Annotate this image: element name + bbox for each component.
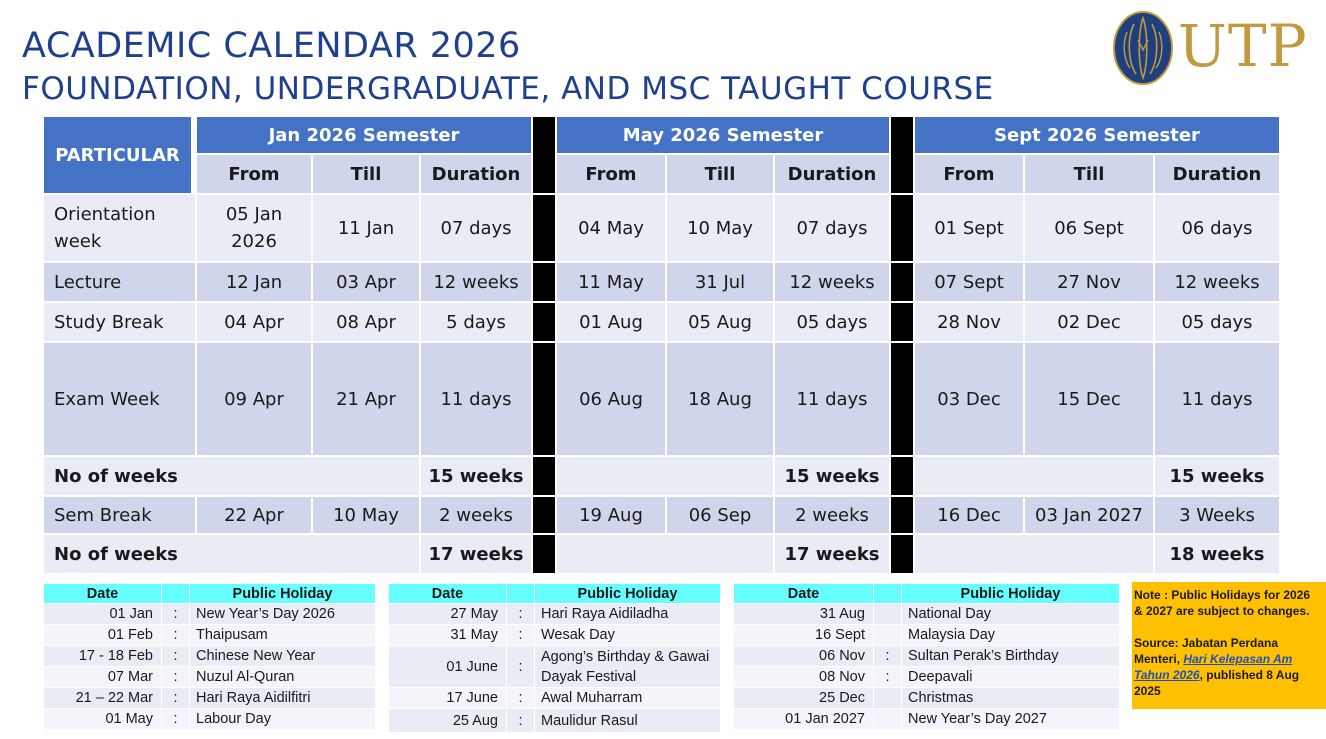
semester-divider — [533, 117, 557, 195]
table-cell: 11 Jan — [313, 195, 421, 263]
holiday-header-name: Public Holiday — [902, 584, 1120, 604]
semester-divider — [891, 263, 915, 303]
semester-divider — [891, 457, 915, 497]
row-label: Sem Break — [44, 497, 197, 535]
holiday-date: 06 Nov — [734, 646, 874, 667]
list-item — [44, 646, 376, 667]
page-title: ACADEMIC CALENDAR 2026 — [22, 26, 521, 66]
semester-divider — [891, 497, 915, 535]
holiday-date: 01 June — [389, 646, 507, 688]
row-label: Exam Week — [44, 343, 197, 457]
table-cell: 12 weeks — [421, 263, 533, 303]
holiday-date: 01 Jan 2027 — [734, 709, 874, 730]
list-item — [389, 625, 721, 646]
source-link[interactable]: Hari Kelepasan Am Tahun 2026 — [1134, 652, 1293, 682]
list-item — [44, 667, 376, 688]
row-label: No of weeks — [44, 535, 421, 575]
holiday-name: Deepavali — [902, 667, 1120, 688]
semester-divider — [533, 195, 557, 263]
table-cell: 21 Apr — [313, 343, 421, 457]
table-cell: 18 weeks — [1155, 535, 1281, 575]
row-label: Orientation week — [44, 195, 197, 263]
col-header-duration: Duration — [421, 155, 533, 195]
list-item — [44, 688, 376, 709]
holiday-table-3 — [734, 584, 1120, 730]
holiday-name: Nuzul Al-Quran — [190, 667, 376, 688]
note-source — [1134, 635, 1322, 699]
row-label: No of weeks — [44, 457, 421, 497]
col-header-from: From — [197, 155, 313, 195]
holiday-separator — [874, 709, 902, 730]
table-cell: 06 Aug — [557, 343, 667, 457]
holiday-name: New Year’s Day 2026 — [190, 604, 376, 625]
semester-divider — [891, 117, 915, 195]
holiday-table-2 — [389, 584, 721, 733]
table-cell: 12 Jan — [197, 263, 313, 303]
note-source-prefix: Source: Jabatan Perdana Menteri, — [1134, 636, 1279, 666]
table-cell: 03 Jan 2027 — [1025, 497, 1155, 535]
list-item — [734, 709, 1120, 730]
holiday-name: Awal Muharram — [535, 688, 721, 709]
holiday-date: 16 Sept — [734, 625, 874, 646]
holiday-date: 31 May — [389, 625, 507, 646]
holiday-date: 27 May — [389, 604, 507, 625]
semester-divider — [891, 195, 915, 263]
semester-divider — [891, 303, 915, 343]
col-header-till: Till — [313, 155, 421, 195]
table-cell: 2 weeks — [421, 497, 533, 535]
table-cell: 15 weeks — [1155, 457, 1281, 497]
col-header-till: Till — [1025, 155, 1155, 195]
utp-crest-icon — [1112, 10, 1174, 86]
semester-header-jan: Jan 2026 Semester — [197, 117, 533, 155]
semester-divider — [533, 535, 557, 575]
table-cell: 07 days — [775, 195, 891, 263]
semester-header-may: May 2026 Semester — [557, 117, 891, 155]
holiday-name: Agong’s Birthday & Gawai Dayak Festival — [535, 646, 721, 688]
holiday-date: 07 Mar — [44, 667, 162, 688]
table-cell: 10 May — [313, 497, 421, 535]
semester-divider — [533, 343, 557, 457]
table-cell: 15 weeks — [421, 457, 533, 497]
holiday-header-separator — [507, 584, 535, 604]
holiday-name: Wesak Day — [535, 625, 721, 646]
table-row — [44, 343, 1281, 457]
table-row — [44, 303, 1281, 343]
table-cell: 10 May — [667, 195, 775, 263]
table-cell: 05 days — [1155, 303, 1281, 343]
list-item — [734, 688, 1120, 709]
holiday-date: 21 – 22 Mar — [44, 688, 162, 709]
table-cell: 03 Dec — [915, 343, 1025, 457]
semester-divider — [533, 263, 557, 303]
table-cell: 07 days — [421, 195, 533, 263]
holiday-separator: : — [507, 688, 535, 709]
holiday-date: 01 May — [44, 709, 162, 730]
table-cell: 22 Apr — [197, 497, 313, 535]
holiday-separator: : — [162, 604, 190, 625]
semester-divider — [533, 457, 557, 497]
table-cell: 05 days — [775, 303, 891, 343]
table-cell — [557, 535, 775, 575]
semester-header-sept: Sept 2026 Semester — [915, 117, 1281, 155]
holiday-header-name: Public Holiday — [535, 584, 721, 604]
holiday-date: 31 Aug — [734, 604, 874, 625]
list-item — [389, 646, 721, 688]
table-cell — [557, 457, 775, 497]
table-cell: 3 Weeks — [1155, 497, 1281, 535]
semester-divider — [533, 303, 557, 343]
table-cell: 12 weeks — [775, 263, 891, 303]
holiday-separator — [874, 625, 902, 646]
table-cell: 09 Apr — [197, 343, 313, 457]
table-cell: 05 Jan 2026 — [197, 195, 313, 263]
note-source-suffix: , published 8 Aug 2025 — [1134, 668, 1300, 698]
table-cell: 31 Jul — [667, 263, 775, 303]
table-cell: 2 weeks — [775, 497, 891, 535]
table-cell: 16 Dec — [915, 497, 1025, 535]
table-cell: 04 May — [557, 195, 667, 263]
table-cell: 01 Sept — [915, 195, 1025, 263]
holiday-separator: : — [162, 667, 190, 688]
table-row — [44, 263, 1281, 303]
table-cell — [915, 457, 1155, 497]
table-cell: 11 days — [775, 343, 891, 457]
holiday-name: Chinese New Year — [190, 646, 376, 667]
table-cell: 06 days — [1155, 195, 1281, 263]
list-item — [389, 604, 721, 625]
col-header-till: Till — [667, 155, 775, 195]
table-cell: 17 weeks — [421, 535, 533, 575]
list-item — [734, 646, 1120, 667]
list-item — [389, 688, 721, 709]
holiday-separator: : — [507, 604, 535, 625]
academic-calendar-table — [44, 117, 1281, 575]
holiday-header-name: Public Holiday — [190, 584, 376, 604]
semester-divider — [533, 497, 557, 535]
holiday-date: 08 Nov — [734, 667, 874, 688]
holiday-name: Malaysia Day — [902, 625, 1120, 646]
holiday-separator: : — [507, 625, 535, 646]
holiday-name: Thaipusam — [190, 625, 376, 646]
holiday-name: Labour Day — [190, 709, 376, 730]
col-header-duration: Duration — [775, 155, 891, 195]
table-cell: 05 Aug — [667, 303, 775, 343]
table-cell: 5 days — [421, 303, 533, 343]
table-cell: 02 Dec — [1025, 303, 1155, 343]
holiday-name: Sultan Perak’s Birthday — [902, 646, 1120, 667]
holiday-header-separator — [874, 584, 902, 604]
holiday-name: Christmas — [902, 688, 1120, 709]
holiday-date: 25 Aug — [389, 709, 507, 733]
holiday-separator: : — [507, 709, 535, 733]
table-cell: 15 weeks — [775, 457, 891, 497]
holiday-name: Maulidur Rasul — [535, 709, 721, 733]
holiday-date: 17 - 18 Feb — [44, 646, 162, 667]
holiday-date: 25 Dec — [734, 688, 874, 709]
holiday-separator: : — [162, 688, 190, 709]
table-cell: 11 May — [557, 263, 667, 303]
col-header-from: From — [915, 155, 1025, 195]
list-item — [734, 625, 1120, 646]
semester-divider — [891, 343, 915, 457]
holiday-date: 01 Feb — [44, 625, 162, 646]
table-row — [44, 457, 1281, 497]
table-row — [44, 497, 1281, 535]
table-cell: 12 weeks — [1155, 263, 1281, 303]
table-cell: 19 Aug — [557, 497, 667, 535]
holiday-header-date: Date — [734, 584, 874, 604]
holiday-date: 01 Jan — [44, 604, 162, 625]
holiday-date: 17 June — [389, 688, 507, 709]
list-item — [734, 604, 1120, 625]
semester-divider — [891, 535, 915, 575]
table-cell: 27 Nov — [1025, 263, 1155, 303]
table-cell: 17 weeks — [775, 535, 891, 575]
table-row — [44, 535, 1281, 575]
table-cell: 11 days — [1155, 343, 1281, 457]
table-cell: 06 Sept — [1025, 195, 1155, 263]
holiday-name: Hari Raya Aidilfitri — [190, 688, 376, 709]
list-item — [734, 667, 1120, 688]
table-cell: 04 Apr — [197, 303, 313, 343]
row-label: Lecture — [44, 263, 197, 303]
holiday-separator — [874, 604, 902, 625]
table-cell — [915, 535, 1155, 575]
holiday-header-date: Date — [44, 584, 162, 604]
holiday-header-date: Date — [389, 584, 507, 604]
holiday-table-1 — [44, 584, 376, 730]
holiday-name: National Day — [902, 604, 1120, 625]
holiday-note — [1132, 582, 1326, 709]
utp-logo-text: UTP — [1178, 12, 1308, 80]
holiday-separator: : — [874, 667, 902, 688]
table-cell: 01 Aug — [557, 303, 667, 343]
holiday-separator: : — [507, 646, 535, 688]
table-cell: 28 Nov — [915, 303, 1025, 343]
col-header-from: From — [557, 155, 667, 195]
page-subtitle: FOUNDATION, UNDERGRADUATE, AND MSC TAUGHT COURSE — [22, 71, 994, 107]
holiday-separator — [874, 688, 902, 709]
note-text: Note : Public Holidays for 2026 & 2027 are subject to changes. — [1134, 588, 1311, 618]
list-item — [44, 625, 376, 646]
table-row — [44, 195, 1281, 263]
holiday-separator: : — [162, 646, 190, 667]
list-item — [389, 709, 721, 733]
holiday-header-separator — [162, 584, 190, 604]
row-label: Study Break — [44, 303, 197, 343]
holiday-name: Hari Raya Aidiladha — [535, 604, 721, 625]
holiday-separator: : — [162, 625, 190, 646]
holiday-separator: : — [874, 646, 902, 667]
table-cell: 11 days — [421, 343, 533, 457]
table-cell: 18 Aug — [667, 343, 775, 457]
table-cell: 07 Sept — [915, 263, 1025, 303]
holiday-name: New Year’s Day 2027 — [902, 709, 1120, 730]
particular-header: PARTICULAR — [44, 117, 197, 195]
utp-logo — [1112, 8, 1312, 88]
table-cell: 15 Dec — [1025, 343, 1155, 457]
col-header-duration: Duration — [1155, 155, 1281, 195]
holiday-separator: : — [162, 709, 190, 730]
table-cell: 06 Sep — [667, 497, 775, 535]
list-item — [44, 604, 376, 625]
table-cell: 08 Apr — [313, 303, 421, 343]
table-cell: 03 Apr — [313, 263, 421, 303]
list-item — [44, 709, 376, 730]
